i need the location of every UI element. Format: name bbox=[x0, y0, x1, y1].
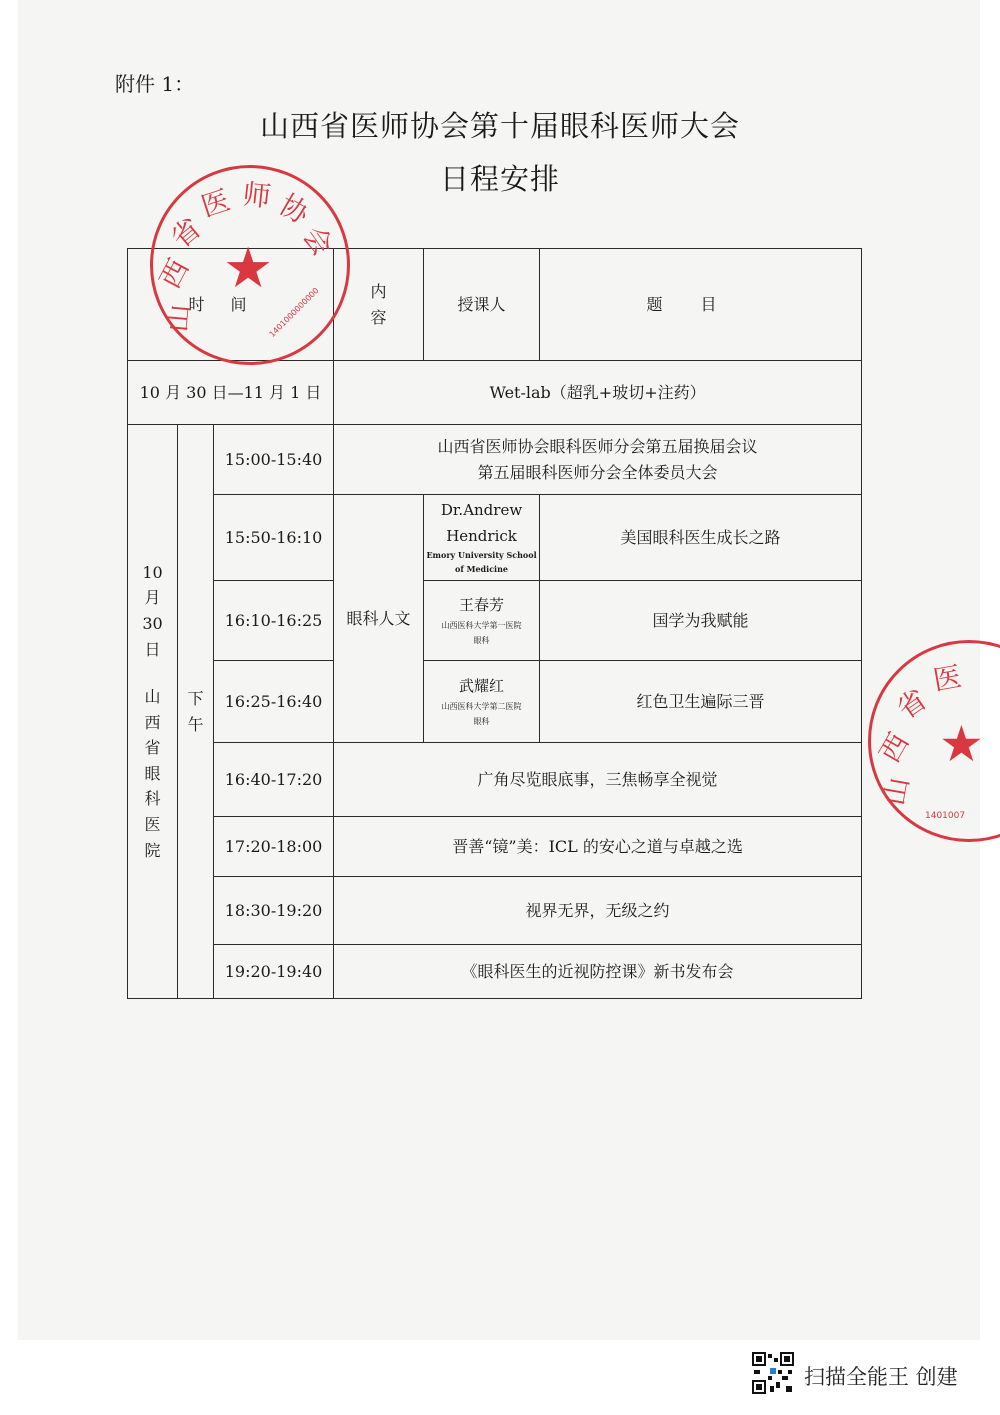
session-time: 18:30-19:20 bbox=[214, 877, 334, 945]
table-row bbox=[128, 817, 862, 877]
session-title: 视界无界，无级之约 bbox=[334, 877, 862, 945]
session-time: 19:20-19:40 bbox=[214, 945, 334, 999]
scanner-watermark-text: 扫描全能王 创建 bbox=[804, 1365, 958, 1389]
document-title: 山西省医师协会第十届眼科医师大会 bbox=[259, 109, 740, 143]
table-row bbox=[128, 495, 862, 581]
session-title: 晋善“镜”美：ICL 的安心之道与卓越之选 bbox=[334, 817, 862, 877]
table-row bbox=[128, 877, 862, 945]
header-content: 内 容 bbox=[334, 249, 424, 361]
table-row bbox=[128, 945, 862, 999]
session-time: 16:40-17:20 bbox=[214, 743, 334, 817]
table-row bbox=[128, 661, 862, 743]
table-row bbox=[128, 361, 862, 425]
day-date-cell: 10 月 30 日 山 西 省 眼 科 医 院 bbox=[128, 425, 178, 999]
header-time: 时间 bbox=[128, 249, 334, 361]
official-seal-right: 山 西 省 医 ★ 1401007 bbox=[868, 640, 1000, 842]
scanner-watermark bbox=[752, 1352, 992, 1396]
speaker-cell: Dr.Andrew Hendrick Emory University School of Medicine bbox=[424, 495, 540, 581]
session-title: 广角尽览眼底事，三焦畅享全视觉 bbox=[334, 743, 862, 817]
wetlab-content: Wet-lab（超乳+玻切+注药） bbox=[334, 361, 862, 425]
star-icon: ★ bbox=[223, 236, 274, 301]
table-row bbox=[128, 425, 862, 495]
session-title: 山西省医师协会眼科医师分会第五届换届会议 第五届眼科医师分会全体委员大会 bbox=[334, 425, 862, 495]
star-icon: ★ bbox=[939, 715, 984, 773]
table-row bbox=[128, 743, 862, 817]
session-time: 15:50-16:10 bbox=[214, 495, 334, 581]
session-time: 17:20-18:00 bbox=[214, 817, 334, 877]
speaker-cell: 王春芳 山西医科大学第一医院 眼科 bbox=[424, 581, 540, 661]
official-seal-left: 山 西 省 医 师 协 会 ★ 1401000000000 bbox=[150, 165, 350, 365]
qr-code-icon bbox=[752, 1352, 794, 1394]
wetlab-date: 10 月 30 日—11 月 1 日 bbox=[128, 361, 334, 425]
header-topic: 题目 bbox=[540, 249, 862, 361]
session-topic: 红色卫生遍际三晋 bbox=[540, 661, 862, 743]
session-time: 16:25-16:40 bbox=[214, 661, 334, 743]
table-row bbox=[128, 581, 862, 661]
section-label: 眼科人文 bbox=[334, 495, 424, 743]
session-time: 16:10-16:25 bbox=[214, 581, 334, 661]
period-cell: 下 午 bbox=[178, 425, 214, 999]
header-speaker: 授课人 bbox=[424, 249, 540, 361]
speaker-cell: 武耀红 山西医科大学第二医院 眼科 bbox=[424, 661, 540, 743]
session-topic: 美国眼科医生成长之路 bbox=[540, 495, 862, 581]
session-topic: 国学为我赋能 bbox=[540, 581, 862, 661]
document-subtitle: 日程安排 bbox=[439, 162, 560, 196]
attachment-label: 附件 1： bbox=[115, 72, 195, 96]
session-time: 15:00-15:40 bbox=[214, 425, 334, 495]
session-title: 《眼科医生的近视防控课》新书发布会 bbox=[334, 945, 862, 999]
